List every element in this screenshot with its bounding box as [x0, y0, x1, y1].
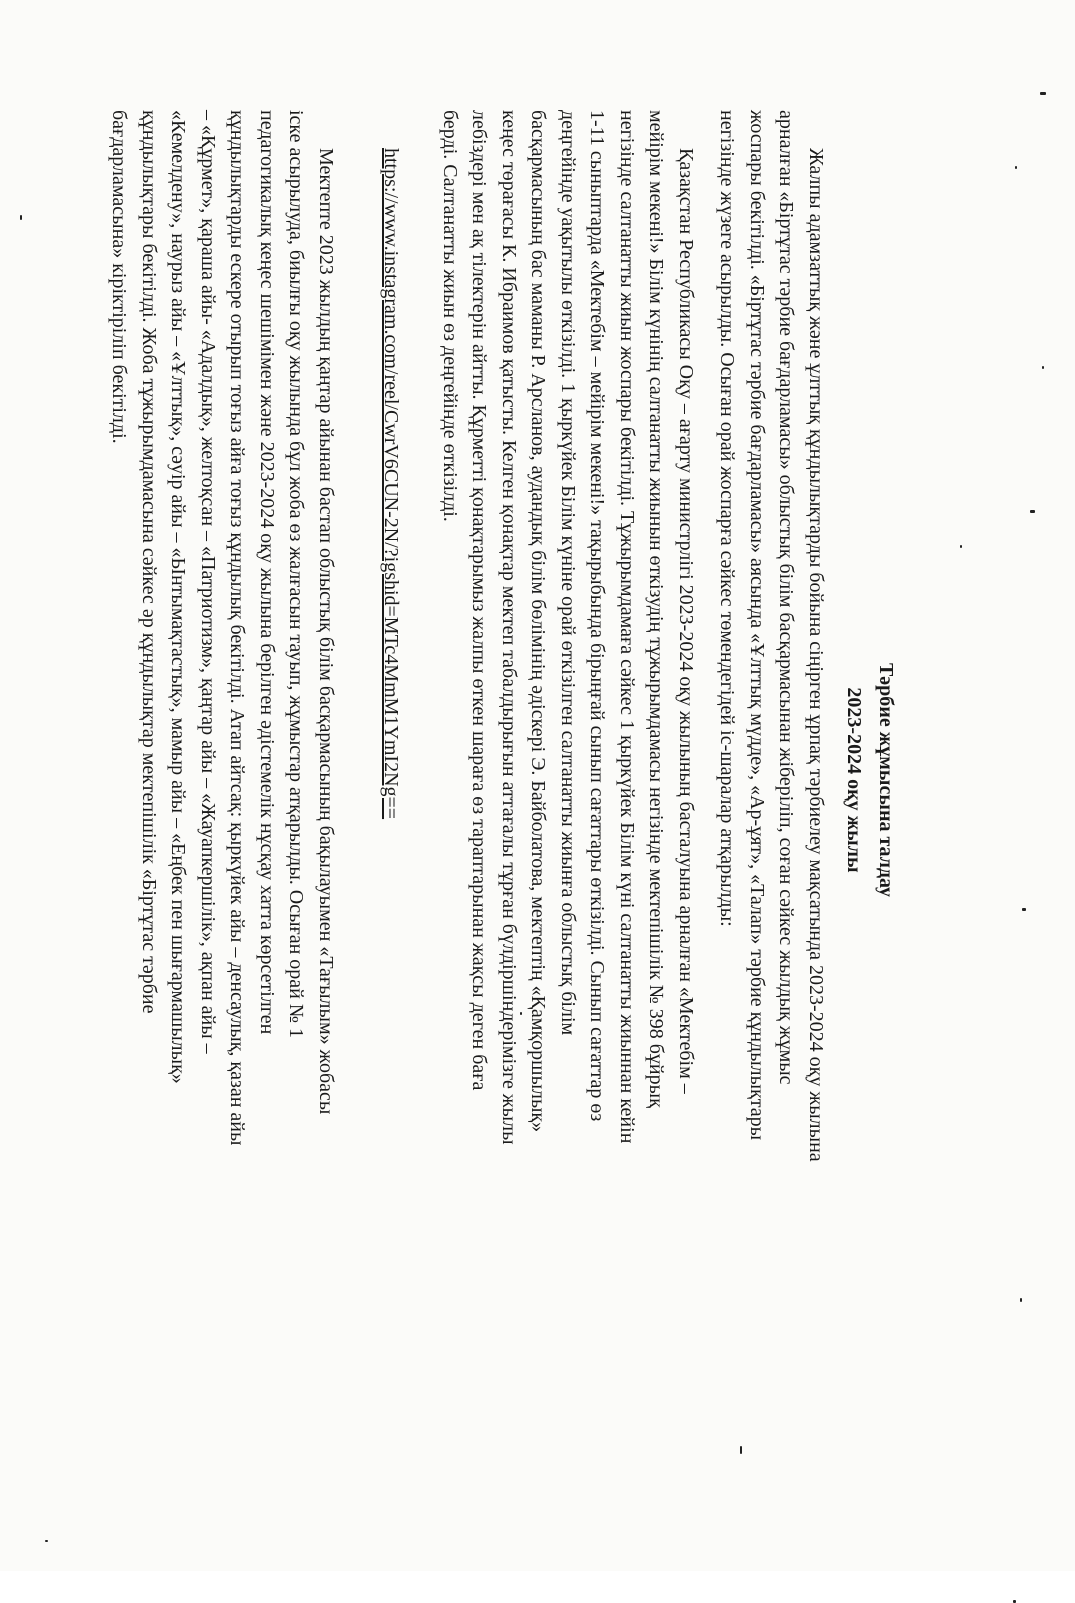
paragraph-line: негізінде жүзеге асырылды. Осыған орай жоспарға сәйкес төмендегідей іс-шаралар атқарылды:: [716, 110, 739, 927]
paragraph-line: негізінде салтанатты жиын жоспары бекітілді. Тұжырымдамаға сәйкес 1 қыркүйек Білім күні салтанатты жиыннан кейін: [616, 110, 638, 1144]
paragraph-line: басқармасының бас маманы Р. Арсланов, аудандық білім бөлімінің әдіскері Э. Байболатова, мектептің «Қамқоршылық»: [527, 110, 550, 1133]
paragraph-line: деңгейінде уақытылы өткізілді. 1 қыркүйек Білім күніне орай өткізілген салтанатты жиынға облыстық білім: [557, 110, 579, 1036]
document-subtitle-year: 2023-2024 оқу жылы: [843, 687, 865, 873]
paragraph-line: Қазақстан Республикасы Оқу – ағарту министрлігі 2023-2024 оқу жылының басталуына арналған «Мектебім –: [675, 148, 697, 1094]
document-page: [0, 40, 1000, 1520]
paragraph-intro: [712, 110, 830, 1230]
paragraph-line: жоспары бекітілді. «Біртұтас тәрбие бағдарламасы» аясында «Ұлттық мүдде», «Ар-ұят», «Талап» тәрбие құндылықтары: [746, 110, 768, 1141]
paragraph-line: лебіздері мен ақ тілектерін айтты. Құрметті қонақтарымыз жалпы өткен шараға өз тараптарынан жақсы деген баға: [468, 110, 491, 1091]
paragraph-line: іске асырылуда, биылғы оқу жылында бұл жоба өз жалғасын тауып, жұмыстар атқарылды. Осыған орай № 1: [285, 110, 308, 1038]
link-paragraph: [376, 110, 406, 1230]
paragraph-line: «Кемелдену», наурыз айы – «Ұлттық», сәуір айы – «Ынтымақтастық», мамыр айы – «Еңбек пен шығармашылық»: [167, 110, 190, 1084]
paragraph-line: 1-11 сыныптарда «Мектебім – мейірім мекені!» тақырыбында бірыңғай сынып сағаттары өткізілді. Сынып сағаттар өз: [586, 110, 609, 1122]
paragraph-line: бағдарламасына» кіріктіріліп бекітілді.: [108, 110, 131, 444]
paragraph-line: берді. Салтанатты жиын өз деңгейінде өткізілді.: [439, 110, 461, 522]
document-content: [0, 40, 1000, 1540]
paragraph-line: мейірім мекені!» Білім күнінің салтанатты жиынын өткізудің тұжырымдамасы негізінде мектепішілік № 398 бұйрық: [645, 110, 668, 1108]
instagram-link[interactable]: https://www.instagram.com/reel/CwrV6CUN-2N/?igshid=MTc4MmM1YmI2Ng==: [380, 148, 402, 820]
paragraph-knowledge-day: [435, 110, 701, 1230]
paragraph-line: педагогикалық кеңес шешімімен және 2023-2024 оқу жылына берілген әдістемелік нұсқау хатта көрсетілген: [256, 110, 278, 1035]
paragraph-line: құндылықтары бекітілді. Жоба тұжырымдамасына сәйкес әр құндылықтар мектепішілік «Біртұтас тәрбие: [138, 110, 160, 1014]
paragraph-line: Мектепте 2023 жылдың қаңтар айынан бастап облыстық білім басқармасының бақылауымен «Тағылым» жобасы: [315, 148, 337, 1115]
paragraph-line: – «Құрмет», қараша айы- «Адалдық», желтоқсан – «Патриотизм», қаңтар айы – «Жауапкершілік», ақпан айы –: [197, 110, 219, 1054]
paragraph-line: құндылықтарды ескере отырып тоғыз айға тоғыз құндылық бекітілді. Атап айтсақ: қыркүйек айы – денсаулық, қазан айы: [226, 110, 249, 1146]
document-title: Тәрбие жұмысына талдау: [875, 662, 897, 898]
paragraph-line: Жалпы адамзаттық және ұлттық құндылықтарды бойына сіңірген ұрпақ тәрбиелеу мақсатында 2023-2024 оқу жылына: [805, 148, 827, 1162]
paragraph-line: арналған «Біртұтас тәрбие бағдарламасы» облыстық білім басқармасынан жіберіліп, соған сәйкес жылдық жұмыс: [775, 110, 798, 1085]
paragraph-tagylym-project: [104, 110, 340, 1230]
paragraph-line: кеңес төрағасы К. Ибраимов қатысты. Келген қонақтар мектеп табалдырығын аттағалы тұрған бүлдіршіндерімізге жылы: [498, 110, 520, 1145]
